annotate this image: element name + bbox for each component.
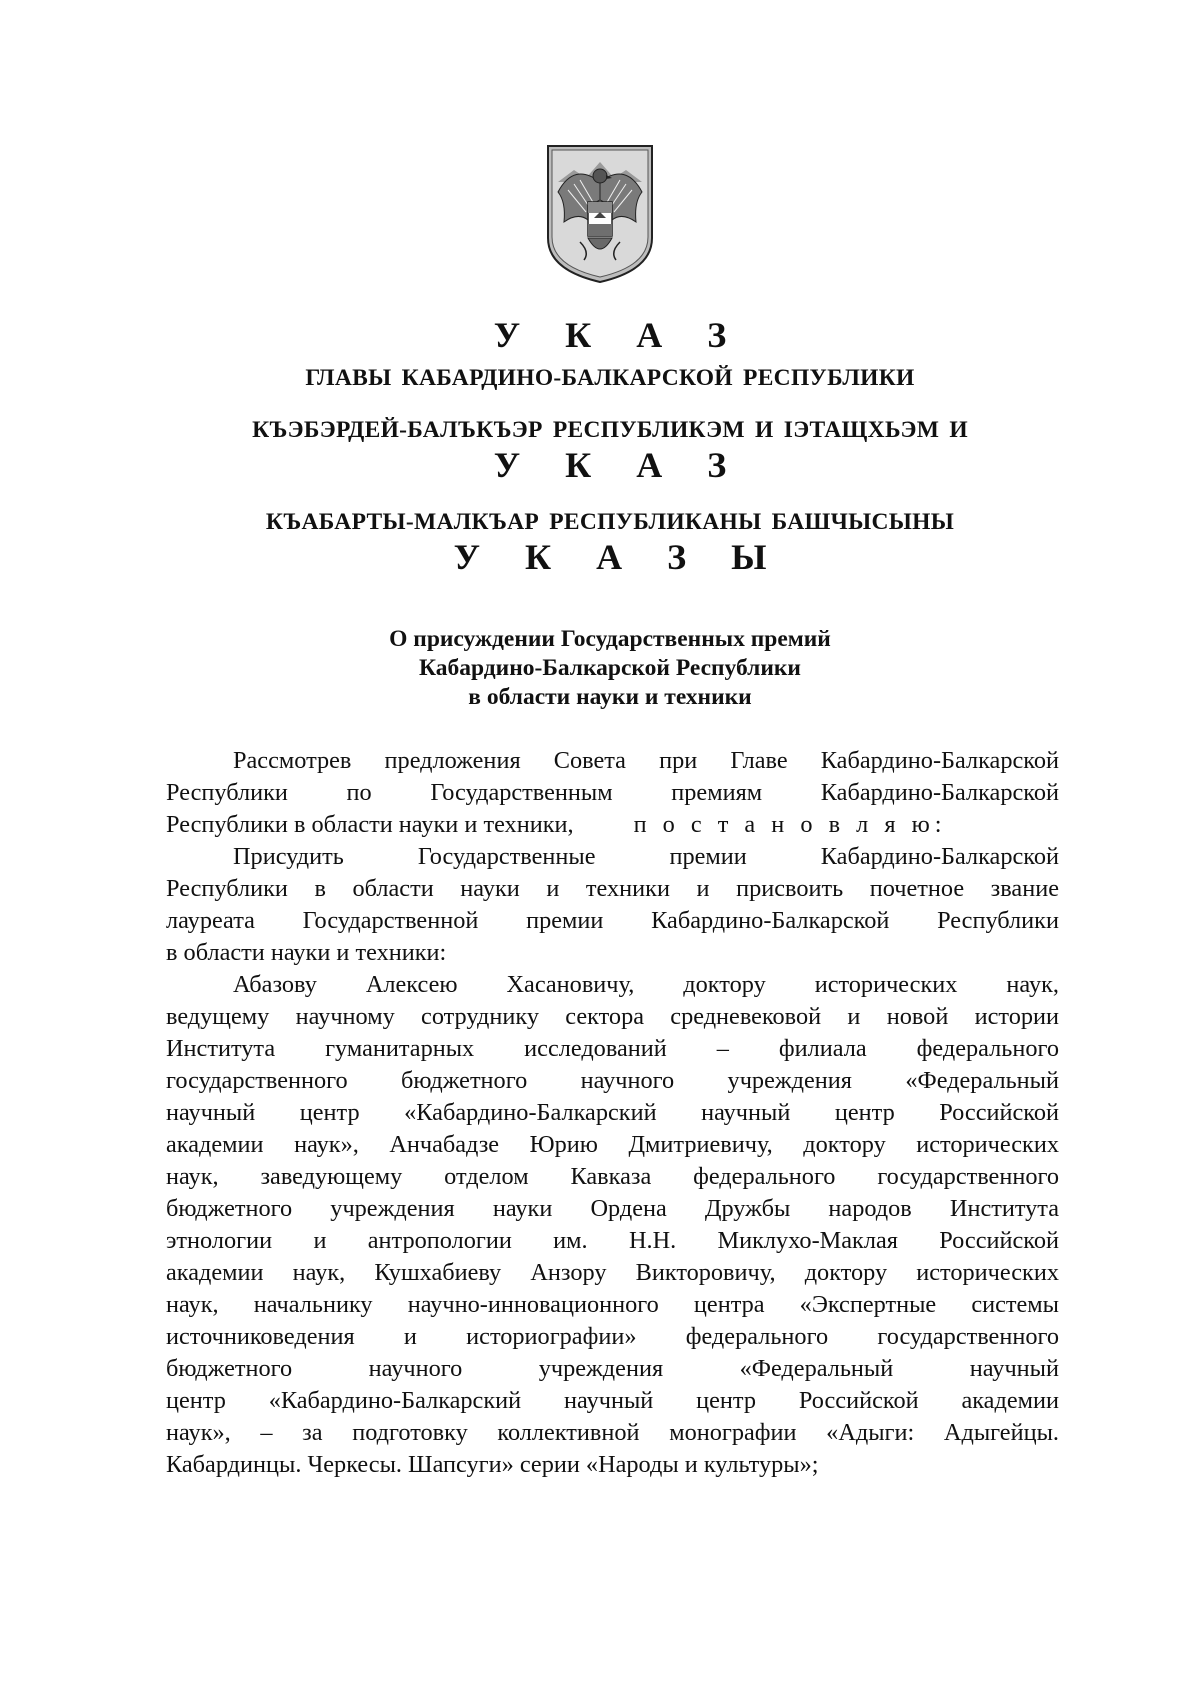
body-line-text: Республики в области науки и техники, [166,811,574,838]
body-line: источниковедения и историографии» федерального государственного [166,1323,1059,1350]
body-line: научный центр «Кабардино-Балкарский научный центр Российской [166,1099,1059,1126]
body-line: Института гуманитарных исследований – филиала федерального [166,1035,1059,1062]
body-line: лауреата Государственной премии Кабардино-Балкарской Республики [166,907,1059,934]
decree-word-kabardian: У К А З [493,445,745,485]
body-line: Абазову Алексею Хасановичу, доктору исторических наук, [233,971,1059,998]
body-line: Рассмотрев предложения Совета при Главе Кабардино-Балкарской [233,747,1059,774]
body-line: Республики в области науки и техники и присвоить почетное звание [166,875,1059,902]
decree-title [200,625,1020,712]
body-line: наук, начальнику научно-инновационного центра «Экспертные системы [166,1291,1059,1318]
decree-word-ru: У К А З [493,315,745,355]
body-line: этнологии и антропологии им. Н.Н. Миклухо-Маклая Российской [166,1227,1059,1254]
decree-header [150,315,1070,577]
body-line: государственного бюджетного научного учреждения «Федеральный [166,1067,1059,1094]
body-line: Кабардинцы. Черкесы. Шапсуги» серии «Народы и культуры»; [166,1451,819,1478]
body-line: академии наук, Кушхабиеву Анзору Викторовичу, доктору исторических [166,1259,1059,1286]
body-line-resolve [166,809,1059,841]
header-line-balkar: КЪАБАРТЫ-МАЛКЪАР РЕСПУБЛИКАНЫ БАШЧЫСЫНЫ [265,509,955,535]
body-line: бюджетного учреждения науки Ордена Дружбы народов Института [166,1195,1059,1222]
title-line-2: Кабардино-Балкарской Республики [419,655,801,681]
coat-of-arms-emblem-icon [544,142,656,284]
body-line: наук, заведующему отделом Кавказа федерального государственного [166,1163,1059,1190]
body-line: ведущему научному сотруднику сектора средневековой и новой истории [166,1003,1059,1030]
title-line-3: в области науки и техники [468,684,752,710]
title-line-1: О присуждении Государственных премий [389,626,831,652]
body-line: Присудить Государственные премии Кабардино-Балкарской [233,843,1059,870]
decree-word-balkar: У К А З Ы [453,537,785,577]
header-line-kabardian: КЪЭБЭРДЕЙ-БАЛЪКЪЭР РЕСПУБЛИКЭМ И ІЭТАЩХЬЭМ И [252,417,968,443]
body-line: в области науки и техники: [166,939,447,966]
resolve-word: п о с т а н о в л я ю: [633,811,947,838]
header-line-ru: ГЛАВЫ КАБАРДИНО-БАЛКАРСКОЙ РЕСПУБЛИКИ [305,365,915,391]
body-line: центр «Кабардино-Балкарский научный центр Российской академии [166,1387,1059,1414]
body-line: бюджетного научного учреждения «Федеральный научный [166,1355,1059,1382]
body-line: Республики по Государственным премиям Кабардино-Балкарской [166,779,1059,806]
body-line: академии наук», Анчабадзе Юрию Дмитриевичу, доктору исторических [166,1131,1059,1158]
decree-body [166,745,1059,1481]
body-line: наук», – за подготовку коллективной монографии «Адыги: Адыгейцы. [166,1419,1059,1446]
